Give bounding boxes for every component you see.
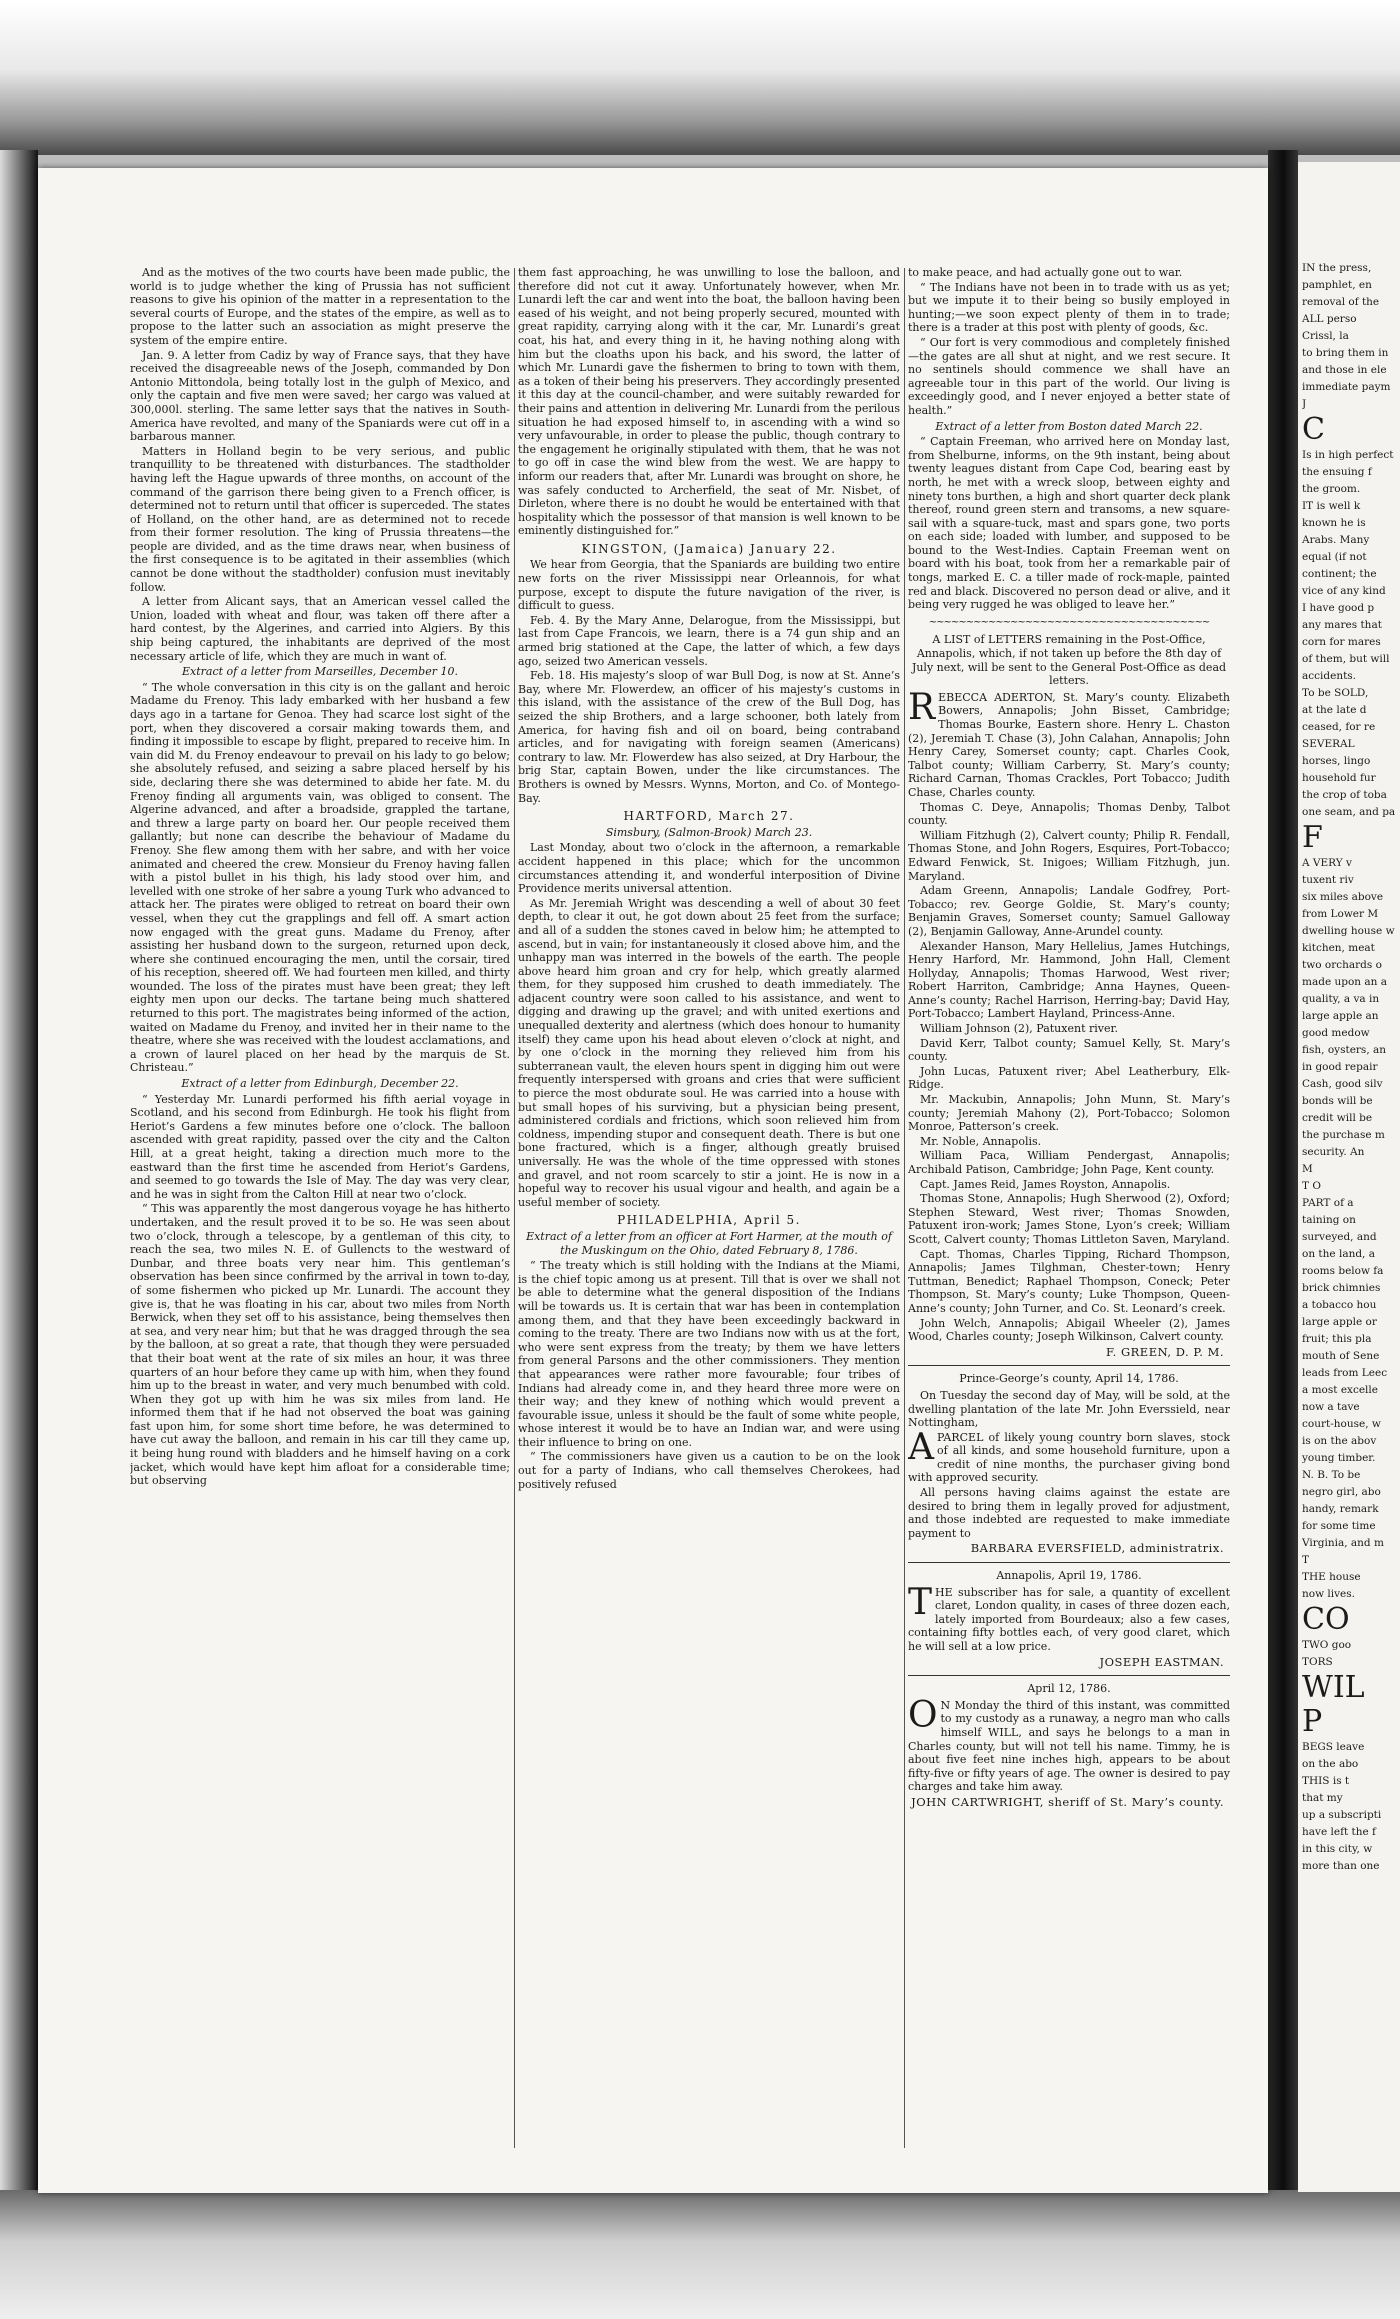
fragment-line: credit will be bbox=[1302, 1112, 1373, 1124]
fragment-line: young timber. bbox=[1302, 1452, 1376, 1464]
ad-divider bbox=[908, 1365, 1230, 1366]
advertisement-body bbox=[908, 1694, 1230, 1794]
fragment-line: a most excelle bbox=[1302, 1384, 1378, 1396]
article-paragraph: A letter from Alicant says, that an American vessel called the Union, loaded with wheat and flour, was taken off there after a hard contest, by the Algerines, and carried into Algiers. By this ship being captured, the inhabitants are deprived of the most necessary article of life, which they are much in want of. bbox=[130, 595, 510, 663]
article-paragraph: “ The Indians have not been in to trade with us as yet; but we impute it to their being so busily employed in hunting;—we soon expect plenty of them in to trade; there is a trader at this post with plenty of goods, &c. bbox=[908, 280, 1230, 335]
fragment-line: I have good p bbox=[1302, 602, 1375, 614]
article-paragraph: Thomas C. Deye, Annapolis; Thomas Denby, Talbot county. bbox=[908, 800, 1230, 828]
fragment-line: any mares that bbox=[1302, 619, 1382, 631]
fragment-line: T O bbox=[1302, 1180, 1321, 1192]
fragment-line: known he is bbox=[1302, 517, 1366, 529]
fragment-line: Crissl, la bbox=[1302, 330, 1349, 342]
article-paragraph: Feb. 4. By the Mary Anne, Delarogue, from the Mississippi, but last from Cape Francois, we learn, there is a 74 gun ship and an armed brig stationed at the Cape, the latter of which, a few days ago, seized two American vessels. bbox=[518, 613, 900, 668]
drop-cap: R bbox=[908, 686, 936, 728]
fragment-line: that my bbox=[1302, 1792, 1343, 1804]
dateline: KINGSTON, (Jamaica) January 22. bbox=[581, 541, 837, 556]
article-subhead: Extract of a letter from Edinburgh, December 22. bbox=[181, 1077, 459, 1091]
fragment-line: large apple or bbox=[1302, 1316, 1377, 1328]
fragment-line: is on the abov bbox=[1302, 1435, 1377, 1447]
fragment-line: taining on bbox=[1302, 1214, 1356, 1226]
fragment-line: THIS is t bbox=[1302, 1775, 1350, 1787]
fragment-line: SEVERAL bbox=[1302, 738, 1355, 750]
article-paragraph: Capt. Thomas, Charles Tipping, Richard Thompson, Annapolis; James Tilghman, Chester-town; Henry Tuttman, Benedict; Raphael Thompson, Coneck; Peter Thompson, St. Mary’s county; Luke Thompson, Queen-Anne’s county; John Turner, and Co. St. Leonard’s creek. bbox=[908, 1247, 1230, 1315]
signature: BARBARA EVERSFIELD, administratrix. bbox=[970, 1541, 1224, 1556]
fragment-line: immediate paym bbox=[1302, 381, 1391, 393]
advertisement-body bbox=[908, 686, 1230, 800]
fragment-line: two orchards o bbox=[1302, 959, 1382, 971]
fragment-line: the ensuing f bbox=[1302, 466, 1372, 478]
fragment-line: N. B. To be bbox=[1302, 1469, 1361, 1481]
fragment-line: of them, but will bbox=[1302, 653, 1390, 665]
fragment-line: IT is well k bbox=[1302, 500, 1361, 512]
fragment-line: WIL bbox=[1302, 1673, 1365, 1703]
article-paragraph: Alexander Hanson, Mary Hellelius, James Hutchings, Henry Harford, Mr. Hammond, John Hall, Clement Hollyday, Annapolis; Thomas Harwood, West river; Robert Harriton, Cambridge; Anna Haynes, Queen-Anne’s county; Rachel Harrison, Herring-bay; David Hay, Port-Tobacco; Lambert Hayland, Princess-Anne. bbox=[908, 939, 1230, 1021]
fragment-line: C bbox=[1302, 415, 1325, 445]
fragment-line: and those in ele bbox=[1302, 364, 1387, 376]
fragment-line: removal of the bbox=[1302, 296, 1380, 308]
fragment-line: P bbox=[1302, 1707, 1323, 1737]
ad-divider bbox=[908, 1562, 1230, 1563]
fragment-line: M bbox=[1302, 1163, 1313, 1175]
drop-cap: O bbox=[908, 1694, 938, 1736]
fragment-line: good medow bbox=[1302, 1027, 1370, 1039]
article-paragraph: And as the motives of the two courts have been made public, the world is to judge whether the king of Prussia has not sufficient reasons to give his opinion of the matter in a representation to the several courts of Europe, and the states of the empire, as well as to propose to the latter such an association as might preserve the system of the empire entire. bbox=[130, 266, 510, 347]
drop-cap: T bbox=[908, 1581, 933, 1623]
article-paragraph: John Welch, Annapolis; Abigail Wheeler (2), James Wood, Charles county; Joseph Wilkinson, Calvert county. bbox=[908, 1316, 1230, 1344]
fragment-line: tuxent riv bbox=[1302, 874, 1354, 886]
column-rule bbox=[904, 268, 905, 2148]
advertisement-heading: A LIST of LETTERS remaining in the Post-Office, Annapolis, which, if not taken up before the 8th day of July next, will be sent to the General Post-Office as dead letters. bbox=[911, 633, 1227, 688]
fragment-line: now lives. bbox=[1302, 1588, 1355, 1600]
scanner-left-edge bbox=[0, 150, 38, 2319]
article-paragraph: We hear from Georgia, that the Spaniards are building two entire new forts on the river Mississippi near Orleannois, for what purpose, except to dispute the future navigation of the river, is difficult to guess. bbox=[518, 558, 900, 613]
fragment-line: handy, remark bbox=[1302, 1503, 1379, 1515]
dateline: PHILADELPHIA, April 5. bbox=[617, 1213, 801, 1228]
fragment-line: on the abo bbox=[1302, 1758, 1359, 1770]
fragment-line: IN the press, bbox=[1302, 262, 1372, 274]
fragment-line: TORS bbox=[1302, 1656, 1333, 1668]
article-paragraph: Last Monday, about two o’clock in the afternoon, a remarkable accident happened in this place; which for the uncommon circumstances attending it, and wonderful interposition of Divine Providence merits universal attention. bbox=[518, 841, 900, 896]
column-rule bbox=[514, 268, 515, 2148]
drop-cap-text: EBECCA ADERTON, St. Mary’s county. Elizabeth Bowers, Annapolis; John Bisset, Cambridge; Thomas Bourke, Eastern shore. Henry L. Chaston (2), Jeremiah T. Chase (3), John Calahan, Annapolis; John Henry Carey, Somerset county; capt. Charles Cook, Talbot county; William Carberry, St. Mary’s county; Richard Carnan, Thomas Crackles, Port Tobacco; Judith Chase, Charles county. bbox=[908, 690, 1230, 799]
article-paragraph: “ Captain Freeman, who arrived here on Monday last, from Shelburne, informs, on the 9th instant, being about twenty leagues distant from Cape Cod, bearing east by north, he met with a wreck sloop, between eighty and ninety tons burthen, a high and short quarter deck plank thereof, round green stern and transoms, a new square-sail with a square-tuck, mast and spars gone, two ports on each side; loaded with lumber, and supposed to be bound to the West-Indies. Captain Freeman went on board with his boat, took from her a remarkable pair of tongs, marked E. C. a tiller made of rock-maple, painted red and black. Discovered no person dead or alive, and it being very rugged he was obliged to leave her.” bbox=[908, 435, 1230, 612]
fragment-line: from Lower M bbox=[1302, 908, 1379, 920]
article-paragraph: Mr. Mackubin, Annapolis; John Munn, St. Mary’s county; Jeremiah Mahony (2), Port-Tobacco; Solomon Monroe, Patterson’s creek. bbox=[908, 1093, 1230, 1134]
article-paragraph: William Fitzhugh (2), Calvert county; Philip R. Fendall, Thomas Stone, and John Rogers, Esquires, Port-Tobacco; Edward Fenwick, St. Inigoes; William Fitzhugh, jun. Maryland. bbox=[908, 828, 1230, 883]
fragment-line: one seam, and pa bbox=[1302, 806, 1396, 818]
fragment-line: rooms below fa bbox=[1302, 1265, 1384, 1277]
signature: JOSEPH EASTMAN. bbox=[1099, 1654, 1224, 1669]
fragment-line: bonds will be bbox=[1302, 1095, 1373, 1107]
drop-cap: A bbox=[908, 1426, 934, 1468]
signature: JOHN CARTWRIGHT, sheriff of St. Mary’s county. bbox=[911, 1794, 1224, 1809]
article-subhead: Extract of a letter from Boston dated March 22. bbox=[935, 419, 1203, 433]
fragment-line: fruit; this pla bbox=[1302, 1333, 1372, 1345]
continued-paragraph: them fast approaching, he was unwilling to lose the balloon, and therefore did not cut it away. Unfortunately however, when Mr. Lunardi left the car and went into the boat, the balloon having been eased of his weight, and not being properly secured, mounted with great rapidity, carrying along with it the car, Mr. Lunardi’s great coat, his hat, and every thing in it, he having nothing along with him but the cloaths upon his back, and his sword, the latter of which Mr. Lunardi gave the fishermen to bring to town with them, as a token of their being his preservers. They accordingly presented it this day at the council-chamber, and were suitably rewarded for their pains and attention in delivering Mr. Lunardi from the perilous situation he had exposed himself to, in ascending with a wind so very unfavourable, in order to please the public, though contrary to the engagement he originally stipulated with them, that he was not to go off in case the wind blew from the west. We are happy to inform our readers that, after Mr. Lunardi was brought on shore, he was safely conducted to Archerfield, the seat of Mr. Nisbet, of Dirleton, where there is no doubt he would be entertained with that hospitality which the possessor of that mansion is well known to be eminently distinguished for.” bbox=[518, 266, 900, 538]
fragment-line: quality, a va in bbox=[1302, 993, 1380, 1005]
fragment-line: dwelling house w bbox=[1302, 925, 1395, 937]
scanner-top-edge bbox=[0, 0, 1400, 155]
article-subhead: Extract of a letter from Marseilles, December 10. bbox=[182, 665, 458, 679]
article-paragraph: Capt. James Reid, James Royston, Annapolis. bbox=[920, 1177, 1171, 1191]
fragment-line: pamphlet, en bbox=[1302, 279, 1372, 291]
fragment-line: leads from Leec bbox=[1302, 1367, 1388, 1379]
column-1 bbox=[130, 266, 510, 2176]
fragment-line: Cash, good silv bbox=[1302, 1078, 1383, 1090]
article-paragraph: Matters in Holland begin to be very serious, and public tranquillity to be threatened with disturbances. The stadtholder having left the Hague upwards of three months, on account of the command of the garrison there being given to a French officer, is determined not to return until that officer is superceded. The states of Holland, on the other hand, are as determined not to recede from their former resolution. The king of Prussia threatens—the people are divided, and as the time draws near, when business of the first consequence is to be agitated in their assemblies (which cannot be done without the stadtholder) confusion must inevitably follow. bbox=[130, 444, 510, 594]
article-paragraph: All persons having claims against the estate are desired to bring them in legally proved for adjustment, and those indebted are requested to make immediate payment to bbox=[908, 1486, 1230, 1540]
drop-cap-text: PARCEL of likely young country born slaves, stock of all kinds, and some household furniture, upon a credit of nine months, the purchaser giving bond with approved security. bbox=[908, 1430, 1230, 1485]
fragment-line: security. An bbox=[1302, 1146, 1365, 1158]
fragment-line: vice of any kind bbox=[1302, 585, 1386, 597]
fragment-line: equal (if not bbox=[1302, 551, 1367, 563]
fragment-line: To be SOLD, bbox=[1302, 687, 1369, 699]
dateline: HARTFORD, March 27. bbox=[623, 809, 795, 824]
fragment-line: have left the f bbox=[1302, 1826, 1376, 1838]
fragment-line: large apple an bbox=[1302, 1010, 1379, 1022]
fragment-line: now a tave bbox=[1302, 1401, 1360, 1413]
fragment-line: the groom. bbox=[1302, 483, 1361, 495]
article-paragraph: “ Our fort is very commodious and completely finished—the gates are all shut at night, and we rest secure. It no sentinels should commence we shall have an agreeable tour in this part of the world. Our living is exceedingly good, and I never enjoyed a better state of health.” bbox=[908, 335, 1230, 417]
article-paragraph: William Paca, William Pendergast, Annapolis; Archibald Patison, Cambridge; John Page, Kent county. bbox=[908, 1149, 1230, 1176]
fragment-line: up a subscripti bbox=[1302, 1809, 1382, 1821]
fragment-line: the purchase m bbox=[1302, 1129, 1385, 1141]
continued-paragraph: to make peace, and had actually gone out to war. bbox=[908, 266, 1183, 279]
fragment-line: made upon an a bbox=[1302, 976, 1388, 988]
signature: F. GREEN, D. P. M. bbox=[1105, 1344, 1224, 1359]
fragment-line: T bbox=[1302, 1554, 1310, 1566]
fragment-line: BEGS leave bbox=[1302, 1741, 1365, 1753]
ad-divider bbox=[908, 1675, 1230, 1676]
article-paragraph: Adam Greenn, Annapolis; Landale Godfrey, Port-Tobacco; rev. George Goldie, St. Mary’s county; Benjamin Graves, Somerset county; Samuel Galloway (2), Benjamin Galloway, Anne-Arundel county. bbox=[908, 884, 1230, 938]
fragment-line: in good repair bbox=[1302, 1061, 1378, 1073]
article-paragraph: Feb. 18. His majesty’s sloop of war Bull Dog, is now at St. Anne’s Bay, where Mr. Flowerdew, an officer of his majesty’s customs in this island, with the assistance of the crew of the Bull Dog, has seized the ship Brothers, and a large schooner, both lately from America, for having fish and oil on board, being contraband articles, and for navigating with foreign seamen (Americans) contrary to law. Mr. Flowerdew has also seized, at Dry Harbour, the brig Star, captain Bowen, under the like circumstances. The Brothers is owned by Messrs. Wynns, Morton, and Co. of Montego-Bay. bbox=[518, 669, 900, 805]
fragment-line: kitchen, meat bbox=[1302, 942, 1375, 954]
advertisement-body bbox=[908, 1426, 1230, 1485]
fragment-line: CO bbox=[1302, 1605, 1350, 1635]
article-paragraph: “ The treaty which is still holding with the Indians at the Miami, is the chief topic among us at present. Till that is over we shall not be able to determine what the general disposition of the Indians will be towards us. It is certain that war has been in contemplation among them, and that they have been exceedingly backward in coming to the treaty. There are two Indians now with us at the fort, who were sent express from the treaty; by them we have letters from general Parsons and the other commissioners. They mention that appearances were rather more favourable; four tribes of Indians had already come in, and they heard three more were on their way; and they knew of nothing which would prevent a favourable issue, unless it should be the fault of some white people, whose interest it would be to have an Indian war, and were using their influence to bring on one. bbox=[518, 1259, 900, 1449]
fragment-line: court-house, w bbox=[1302, 1418, 1381, 1430]
article-paragraph: David Kerr, Talbot county; Samuel Kelly, St. Mary’s county. bbox=[908, 1036, 1230, 1064]
fragment-line: fish, oysters, an bbox=[1302, 1044, 1387, 1056]
fragment-line: six miles above bbox=[1302, 891, 1384, 903]
fragment-line: PART of a bbox=[1302, 1197, 1354, 1209]
article-paragraph: Thomas Stone, Annapolis; Hugh Sherwood (2), Oxford; Stephen Steward, West river; Thomas Snowden, Patuxent iron-work; James Stone, Lyon’s creek; William Scott, Calvert county; Thomas Littleton Saven, Maryland. bbox=[908, 1192, 1230, 1246]
fragment-line: mouth of Sene bbox=[1302, 1350, 1380, 1362]
fragment-line: TWO goo bbox=[1302, 1639, 1352, 1651]
fragment-line: J bbox=[1302, 398, 1307, 410]
fragment-line: Arabs. Many bbox=[1302, 534, 1370, 546]
scanner-bottom-edge bbox=[0, 2190, 1400, 2319]
article-paragraph: “ Yesterday Mr. Lunardi performed his fifth aerial voyage in Scotland, and his second from Edinburgh. He took his flight from Heriot’s Gardens a few minutes before one o’clock. The balloon ascended with great rapidity, passed over the city and the Calton Hill, at a great height, taking a direction much more to the eastward than the first time he ascended from Heriot’s Gardens, and seemed to go towards the Isle of May. The day was very clear, and he was in sight from the Calton Hill at near two o’clock. bbox=[130, 1092, 510, 1201]
fragment-line: accidents. bbox=[1302, 670, 1357, 682]
fragment-line: ceased, for re bbox=[1302, 721, 1376, 733]
advertisement-heading: April 12, 1786. bbox=[1027, 1682, 1111, 1696]
fragment-line: more than one bbox=[1302, 1860, 1380, 1872]
fragment-line: on the land, a bbox=[1302, 1248, 1375, 1260]
advertisement-heading: Annapolis, April 19, 1786. bbox=[996, 1569, 1142, 1583]
article-paragraph: “ The commissioners have given us a caution to be on the look out for a party of Indians, who call themselves Cherokees, had positively refused bbox=[518, 1450, 900, 1491]
ornamental-rule: ~~~~~~~~~~~~~~~~~~~~~~~~~~~~~~~~~~~~~~ bbox=[928, 616, 1210, 628]
column-2 bbox=[518, 266, 900, 2176]
fragment-line: THE house bbox=[1302, 1571, 1361, 1583]
article-paragraph: “ This was apparently the most dangerous voyage he has hitherto undertaken, and the result proved it to be so. He was seen about two o’clock, through a telescope, by a gentleman of this city, to reach the sea, two miles N. E. of Gullencts to the westward of Dunbar, and three boats very near him. This gentleman’s observation has been since confirmed by the arrival in town to-day, of some fishermen who picked up Mr. Lunardi. The account they give is, that he was floating in his car, about two miles from North Berwick, when they set off to his assistance, being themselves then at sea, and very near him; but that he was dragged through the sea by the balloon, at so great a rate, that though they were persuaded that their boat went at the rate of six miles an hour, it was three quarters of an hour before they came up with him, when they found him up to the breast in water, and very much benumbed with cold. When they got up with him he was six miles from land. He informed them that if he had not observed the boat was gaining fast upon him, for some short time before, he was determined to have cut away the balloon, and remain in his car till they came up, it being hung round with bladders and he himself having on a cork jacket, which would have kept him afloat for a considerable time; but observing bbox=[130, 1202, 510, 1488]
article-subhead: Simsbury, (Salmon-Brook) March 23. bbox=[605, 825, 813, 839]
fragment-line: brick chimnies bbox=[1302, 1282, 1381, 1294]
article-paragraph: As Mr. Jeremiah Wright was descending a well of about 30 feet depth, to clear it out, he got down about 25 feet from the surface; and all of a sudden the stones caved in below him; he attempted to ascend, but in vain; for instantaneously it closed above him, and the unhappy man was interred in the bowels of the earth. The people above heard him groan and cry for help, which greatly alarmed them, for they supposed him crushed to death immediately. The adjacent country were soon called to his assistance, and went to digging and drawing up the gravel; and with united exertions and unequalled dexterity and alertness (which does honour to humanity itself) they came upon his head about eleven o’clock at night, and by one o’clock in the morning they relieved him from his subterranean vault, the eleven hours spent in digging him out were frequently interspersed with groans and cries that were sufficient to pierce the most obdurate soul. He was carried into a house with but small hopes of his surviving, but a physician being present, administered cordials and frictions, which soon relieved him from coldness, impending stupor and consequent death. There is but one bone fractured, which is a finger, although greatly bruised universally. He was the whole of the time oppressed with stones and gravel, and not room scarcely to stir a joint. He is now in a hopeful way to recover his usual vigour and health, and again be a useful member of society. bbox=[518, 896, 900, 1209]
fragment-line: F bbox=[1302, 823, 1323, 853]
fragment-line: a tobacco hou bbox=[1302, 1299, 1377, 1311]
fragment-line: A VERY v bbox=[1302, 857, 1352, 869]
fragment-line: continent; the bbox=[1302, 568, 1377, 580]
fragment-line: household fur bbox=[1302, 772, 1376, 784]
fragment-line: at the late d bbox=[1302, 704, 1367, 716]
article-paragraph: John Lucas, Patuxent river; Abel Leatherbury, Elk-Ridge. bbox=[908, 1064, 1230, 1092]
article-subhead: Extract of a letter from an officer at Fort Harmer, at the mouth of the Muskingum on the Ohio, dated February 8, 1786. bbox=[526, 1229, 892, 1257]
fragment-line: Virginia, and m bbox=[1302, 1537, 1384, 1549]
advertisement-body bbox=[908, 1581, 1230, 1654]
fragment-line: ALL perso bbox=[1302, 313, 1357, 325]
fragment-line: for some time bbox=[1302, 1520, 1376, 1532]
fragment-line: Is in high perfect bbox=[1302, 449, 1394, 461]
article-paragraph: Mr. Noble, Annapolis. bbox=[920, 1134, 1042, 1148]
fragment-line: in this city, w bbox=[1302, 1843, 1373, 1855]
drop-cap-text: HE subscriber has for sale, a quantity of excellent claret, London quality, in cases of three dozen each, lately imported from Bourdeaux; also a few cases, containing fifty bottles each, of very good claret, which he will sell at a low price. bbox=[908, 1585, 1230, 1653]
page-gutter bbox=[1268, 150, 1298, 2319]
newspaper-page bbox=[38, 168, 1268, 2193]
article-paragraph: On Tuesday the second day of May, will be sold, at the dwelling plantation of the late Mr. John Everssield, near Nottingham, bbox=[908, 1388, 1230, 1430]
column-3 bbox=[908, 266, 1230, 2176]
fragment-line: corn for mares bbox=[1302, 636, 1381, 648]
article-paragraph: Jan. 9. A letter from Cadiz by way of France says, that they have received the disagreeable news of the Joseph, commanded by Don Antonio Mittondola, being totally lost in the gulph of Mexico, and only the captain and five men were saved; her cargo was valued at 300,000l. sterling. The same letter says that the natives in South-America have revolted, and many of the Spaniards were cut off in a barbarous manner. bbox=[130, 348, 510, 444]
article-paragraph: William Johnson (2), Patuxent river. bbox=[920, 1022, 1119, 1036]
fragment-line: horses, lingo bbox=[1302, 755, 1371, 767]
advertisement-heading: Prince-George’s county, April 14, 1786. bbox=[959, 1372, 1179, 1386]
article-paragraph: “ The whole conversation in this city is on the gallant and heroic Madame du Frenoy. This lady embarked with her husband a few days ago in a tartane for Genoa. They had scarce lost sight of the port, when they discovered a corsair making towards them, and finding it impossible to escape by flight, prepared to receive him. In vain did M. du Frenoy endeavour to prevail on his lady to go below; she absolutely refused, and seizing a sabre placed herself by his side, declaring there she was determined to abide her fate. M. du Frenoy finding all arguments vain, was obliged to consent. The Algerine advanced, and after a broadside, grappled the tartane, and threw a large party on board her. Our people received them gallantly; but none can describe the behaviour of Madame du Frenoy. She flew among them with her sabre, and with her voice animated and cheered the crew. Monsieur du Frenoy having fallen with a pistol bullet in his thigh, his lady stood over him, and levelled with one stroke of her sabre a young Turk who advanced to attack her. The pirates were obliged to retreat on board their own vessel, when they cut the grapplings and fell off. A smart action now engaged with the great guns. Madame du Frenoy, after assisting her husband down to the surgeon, returned upon deck, where she continued encouraging the men, until the corsair, tired of his reception, sheered off. We had fourteen men killed, and thirty wounded. The loss of the pirates must have been great; they left eighty men upon our decks. The tartane being much shattered returned to this port. The magistrates being informed of the action, waited on Madame du Frenoy, and invited her in their name to the theatre, where she was received with the loudest acclamations, and a crown of laurel placed on her head by the marquis de St. Christeau.” bbox=[130, 680, 510, 1075]
fragment-line: to bring them in bbox=[1302, 347, 1389, 359]
fragment-line: surveyed, and bbox=[1302, 1231, 1377, 1243]
drop-cap-text: N Monday the third of this instant, was committed to my custody as a runaway, a negro man who calls himself WILL, and says he belongs to a man in Charles county, but will not tell his name. Timmy, he is about five feet nine inches high, appears to be about fifty-five or fifty years of age. The owner is desired to pay charges and take him away. bbox=[908, 1698, 1230, 1794]
adjacent-page-fragment bbox=[1298, 162, 1400, 2192]
fragment-line: the crop of toba bbox=[1302, 789, 1387, 801]
fragment-line: negro girl, abo bbox=[1302, 1486, 1381, 1498]
